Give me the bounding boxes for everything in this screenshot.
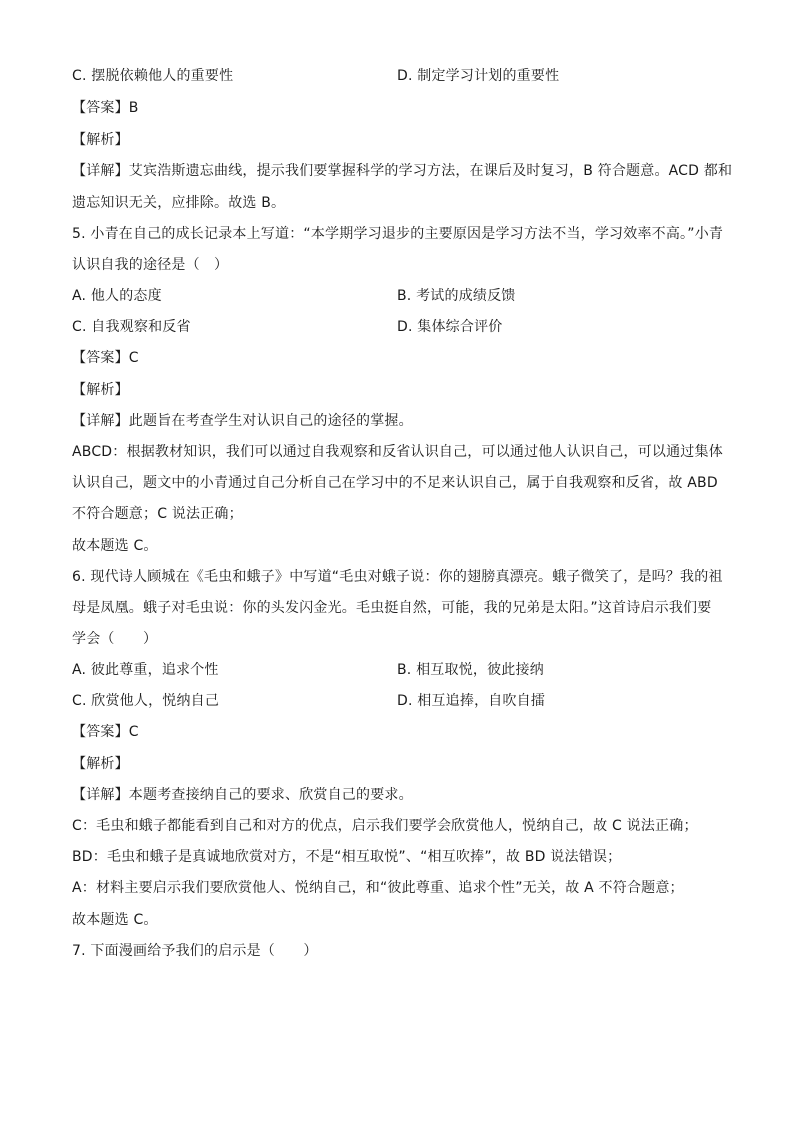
q5-option-a: A. 他人的态度	[72, 288, 162, 304]
q6-answer: 【答案】C	[72, 724, 139, 740]
q6-option-b: B. 相互取悦，彼此接纳	[397, 662, 544, 678]
q5-analysis-label: 【解析】	[72, 382, 129, 398]
q4-option-d: D. 制定学习计划的重要性	[397, 68, 560, 84]
q4-detail-line: 遗忘知识无关，应排除。故选 B。	[72, 195, 286, 211]
q5-option-c: C. 自我观察和反省	[72, 319, 191, 335]
q6-detail-line: 【详解】本题考查接纳自己的要求、欣赏自己的要求。	[72, 787, 413, 803]
q6-detail-line: BD：毛虫和蛾子是真诚地欣赏对方，不是“相互取悦”、“相互吹捧”，故 BD 说法错误；	[72, 849, 622, 865]
q5-stem-line: 5. 小青在自己的成长记录本上写道：“本学期学习退步的主要原因是学习方法不当，学习效率不高。”小青	[72, 226, 724, 242]
q5-detail-line: 不符合题意；C 说法正确；	[72, 506, 243, 522]
q6-option-c: C. 欣赏他人，悦纳自己	[72, 693, 220, 709]
q5-stem-line: 认识自我的途径是（ ）	[72, 257, 229, 273]
q4-analysis-label: 【解析】	[72, 132, 129, 148]
q6-analysis-label: 【解析】	[72, 756, 129, 772]
q5-answer: 【答案】C	[72, 350, 139, 366]
q6-stem-line: 母是凤凰。蛾子对毛虫说：你的头发闪金光。毛虫挺自然，可能，我的兄弟是太阳。”这首诗启示我们要	[72, 600, 712, 616]
q6-stem-line: 学会（ ）	[72, 631, 158, 647]
q4-detail-line: 【详解】艾宾浩斯遗忘曲线，提示我们要掌握科学的学习方法，在课后及时复习，B 符合题意。ACD 都和	[72, 163, 733, 179]
q6-stem-line: 6. 现代诗人顾城在《毛虫和蛾子》中写道“毛虫对蛾子说：你的翅膀真漂亮。蛾子微笑了，是吗？我的祖	[72, 569, 723, 585]
q5-option-d: D. 集体综合评价	[397, 319, 503, 335]
q6-detail-line: C：毛虫和蛾子都能看到自己和对方的优点，启示我们要学会欣赏他人，悦纳自己，故 C 说法正确；	[72, 818, 698, 834]
q6-option-a: A. 彼此尊重，追求个性	[72, 662, 219, 678]
q5-detail-line: 认识自己，题文中的小青通过自己分析自己在学习中的不足来认识自己，属于自我观察和反省，故 ABD	[72, 475, 718, 491]
q5-detail-line: ABCD：根据教材知识，我们可以通过自我观察和反省认识自己，可以通过他人认识自己，可以通过集体	[72, 444, 723, 460]
q6-detail-line: A：材料主要启示我们要欣赏他人、悦纳自己，和“彼此尊重、追求个性”无关，故 A 不符合题意；	[72, 880, 684, 896]
q4-answer: 【答案】B	[72, 100, 139, 116]
q5-detail-line: 故本题选 C。	[72, 538, 158, 554]
q6-detail-line: 故本题选 C。	[72, 912, 158, 928]
q7-stem: 7. 下面漫画给予我们的启示是（ ）	[72, 943, 318, 959]
q5-option-b: B. 考试的成绩反馈	[397, 288, 516, 304]
q4-option-c: C. 摆脱依赖他人的重要性	[72, 68, 234, 84]
q6-option-d: D. 相互追捧，自吹自擂	[397, 693, 546, 709]
q5-detail-line: 【详解】此题旨在考查学生对认识自己的途径的掌握。	[72, 413, 413, 429]
